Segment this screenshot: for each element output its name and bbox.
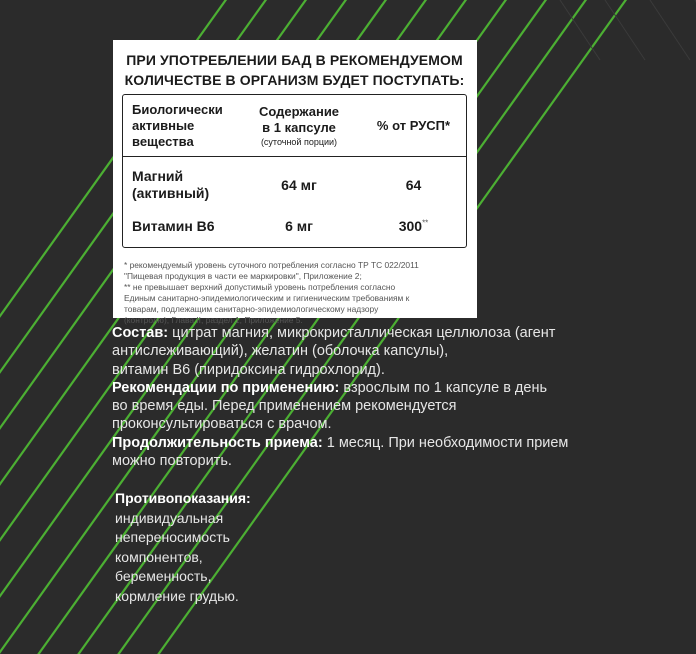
- panel-title: [122, 50, 467, 90]
- duration-label: Продолжительность приема:: [112, 434, 323, 451]
- footnote-line: (контролю), Глава II, раздел 1, Приложение 5.: [124, 315, 303, 325]
- usage-line: во время еды. Перед применением рекомендуется: [112, 398, 457, 415]
- panel-title-line: ПРИ УПОТРЕБЛЕНИИ БАД В РЕКОМЕНДУЕМОМ: [126, 52, 463, 68]
- composition-line: [112, 324, 692, 342]
- header-text: вещества: [132, 133, 194, 149]
- footnote-line: товарам, подлежащим санитарно-эпидемиологическому надзору: [124, 304, 379, 314]
- composition-text: цитрат магния, микрокристаллическая целлюлоза (агент: [168, 325, 556, 341]
- table-row: [123, 211, 466, 247]
- header-content: [237, 95, 361, 156]
- footnote-line: "Пищевая продукция в части ее маркировки", Приложение 2;: [124, 271, 362, 281]
- composition-line: витамин В6 (пиридоксина гидрохлорид).: [112, 361, 385, 378]
- contraindications-label: Противопоказания:: [115, 490, 251, 506]
- contraindication-line: компонентов,: [115, 548, 203, 565]
- footnote-line: * рекомендуемый уровень суточного потребления согласно ТР ТС 022/2011: [124, 260, 419, 270]
- header-text: % от РУСП*: [376, 117, 451, 133]
- nutrition-table: [122, 94, 467, 248]
- stripe-line: [605, 0, 645, 60]
- footnote-line: Единым санитарно-эпидемиологическим и гигиеническим требованиям к: [124, 293, 410, 303]
- usage-text: взрослым по 1 капсуле в день: [339, 379, 548, 396]
- composition-label: Состав:: [112, 325, 169, 341]
- footnote-line: ** не превышает верхний допустимый уровень потребления согласно: [124, 282, 396, 292]
- header-rsp-percent: [361, 95, 466, 156]
- duration-line: [112, 434, 692, 452]
- header-text: Биологически: [132, 101, 223, 117]
- duration-text: 1 месяц. При необходимости прием: [322, 434, 569, 451]
- header-text: Содержание: [258, 103, 340, 119]
- usage-label: Рекомендации по применению:: [112, 379, 340, 396]
- contraindication-line: беременность,: [115, 568, 212, 584]
- stripe-line: [650, 0, 690, 60]
- substance-percent: [361, 177, 466, 193]
- header-substances: [123, 95, 237, 156]
- header-text: в 1 капсуле: [262, 119, 336, 135]
- composition-line: антислеживающий), желатин (оболочка капсулы),: [112, 343, 449, 360]
- header-note: (суточной порции): [260, 136, 338, 147]
- substance-amount: 6 мг: [285, 218, 313, 234]
- usage-line: проконсультироваться с врачом.: [112, 416, 332, 433]
- panel-title-line: КОЛИЧЕСТВЕ В ОРГАНИЗМ БУДЕТ ПОСТУПАТЬ:: [124, 72, 465, 88]
- substance-name-line: Витамин В6: [132, 217, 215, 234]
- percent-mark: **: [422, 218, 429, 228]
- composition-section: [112, 324, 692, 470]
- table-row: [123, 157, 466, 211]
- percent-value: 300: [398, 218, 423, 234]
- duration-line: можно повторить.: [112, 453, 232, 470]
- nutrition-facts-panel: [113, 40, 477, 325]
- substance-name: [123, 168, 237, 202]
- footnotes: [122, 260, 467, 326]
- percent-value: 64: [405, 177, 422, 193]
- substance-percent: [361, 218, 466, 234]
- substance-amount: 64 мг: [281, 177, 317, 193]
- contraindication-line: индивидуальная: [115, 509, 224, 526]
- substance-name-line: Магний: [132, 168, 184, 184]
- substance-name: [123, 218, 237, 235]
- usage-line: [112, 379, 692, 397]
- substance-name-line: (активный): [132, 185, 210, 201]
- table-header: [123, 95, 466, 157]
- contraindication-line: непереносимость: [115, 529, 230, 545]
- contraindications-section: [115, 489, 415, 606]
- header-text: активные: [132, 117, 195, 133]
- contraindication-line: кормление грудью.: [115, 587, 239, 604]
